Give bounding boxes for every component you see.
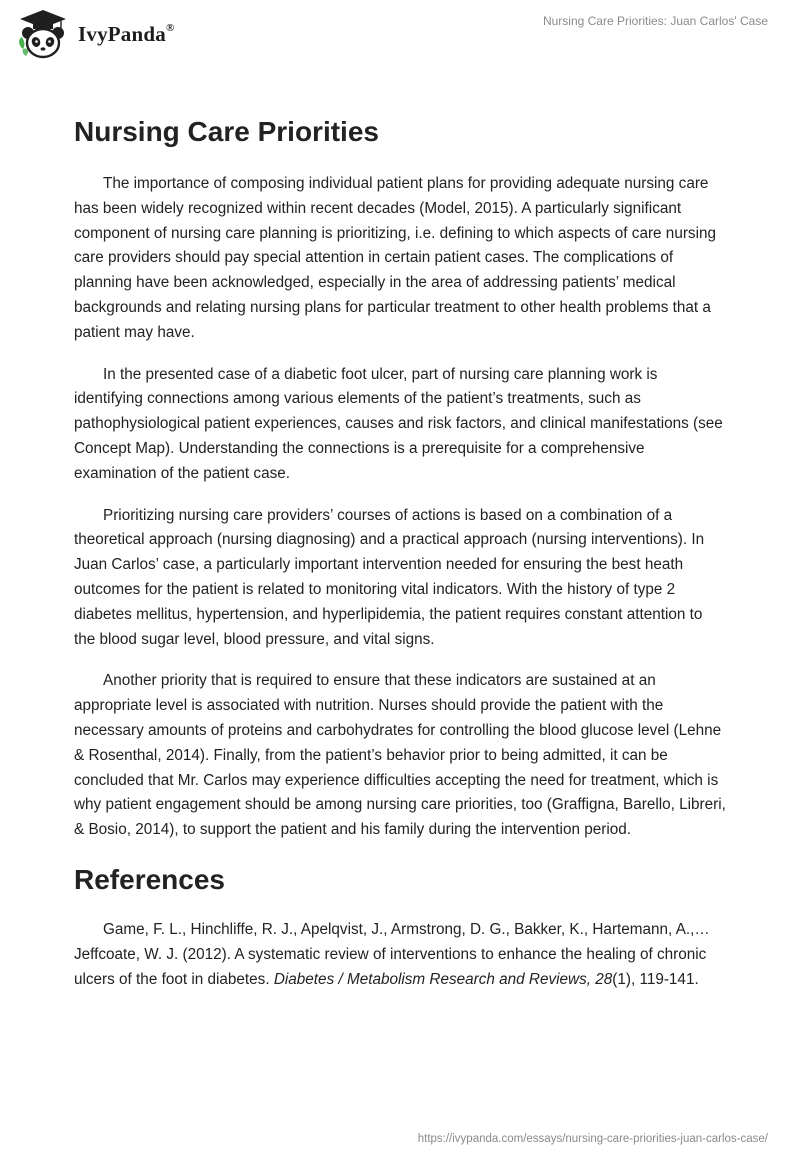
panda-graduate-icon [14, 9, 72, 59]
page-header [0, 0, 800, 70]
brand-name: IvyPanda® [78, 21, 175, 46]
reference-item [74, 918, 726, 992]
reference-journal: Diabetes / Metabolism Research and Reviews, 28 [273, 970, 613, 988]
reference-authors: Game, F. L., Hinchliffe, R. J., Apelqvist, J., Armstrong, D. G., Bakker, K., Hartemann, A.,…Jeffcoate, W. J. (2012). A systematic review of interventions to enhance the healing of chronic ulcers of the foot in diabetes. [74, 920, 710, 988]
body-paragraph-3: Prioritizing nursing care providers’ courses of actions is based on a combination of a theoretical approach (nursing diagnosing) and a practical approach (nursing interventions). In Juan Carlos’ case, a particularly important intervention needed for ensuring the best heath outcomes for the patient is related to monitoring vital indicators. With the history of type 2 diabetes mellitus, hypertension, and hyperlipidemia, the patient requires constant attention to the blood sugar level, blood pressure, and vital signs. [74, 506, 705, 648]
references-heading: References [74, 863, 225, 895]
registered-mark: ® [165, 21, 175, 34]
body-paragraph-2: In the presented case of a diabetic foot ulcer, part of nursing care planning work is identifying connections among various elements of the patient’s treatments, such as pathophysiological patient experiences, causes and risk factors, and clinical manifestations (see Concept Map). Understanding the connections is a prerequisite for a comprehensive examination of the patient case. [74, 365, 723, 482]
body-paragraph-1: The importance of composing individual patient plans for providing adequate nursing care has been widely recognized within recent decades (Model, 2015). A particularly significant component of nursing care planning is prioritizing, i.e. defining to which aspects of care nursing care providers should pay special attention in certain patient cases. The complications of planning have been acknowledged, especially in the area of addressing patients’ medical backgrounds and relating nursing plans for particular treatment to other health problems that a patient may have. [74, 175, 716, 341]
page-title: Nursing Care Priorities [74, 116, 379, 147]
reference-pages: (1), 119-141. [612, 970, 699, 988]
body-paragraph-4: Another priority that is required to ensure that these indicators are sustained at an appropriate level is associated with nutrition. Nurses should provide the patient with the necessary amounts of proteins and carbohydrates for controlling the blood glucose level (Lehne & Rosenthal, 2014). Finally, from the patient’s behavior prior to being admitted, it can be concluded that Mr. Carlos may experience difficulties accepting the need for treatment, which is why patient engagement should be among nursing care priorities, too (Graffigna, Barello, Libreri, & Bosio, 2014), to support the patient and his family during the intervention period. [74, 672, 726, 839]
source-url[interactable]: https://ivypanda.com/essays/nursing-care-priorities-juan-carlos-case/ [417, 1133, 768, 1145]
brand-logo[interactable] [14, 8, 204, 60]
essay-content [74, 110, 726, 992]
running-title: Nursing Care Priorities: Juan Carlos' Case [542, 14, 768, 28]
